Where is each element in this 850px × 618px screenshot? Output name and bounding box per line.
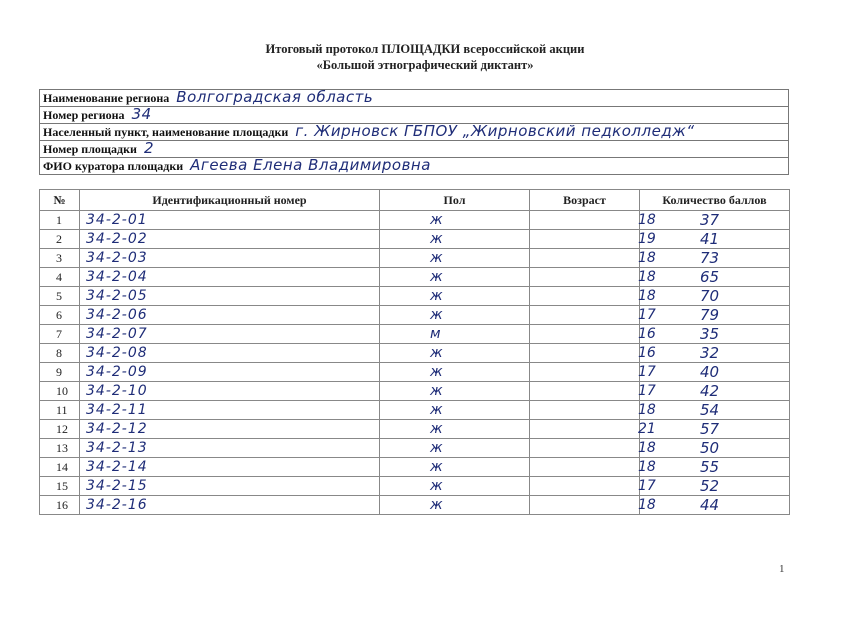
table-row <box>40 420 790 439</box>
participant-sex: ж <box>380 401 530 420</box>
header-id: Идентификационный номер <box>80 190 380 211</box>
participant-score: 50 <box>640 439 790 458</box>
participant-age: 19 <box>530 230 640 249</box>
participant-age: 17 <box>530 363 640 382</box>
table-row <box>40 382 790 401</box>
participant-age: 17 <box>530 382 640 401</box>
participant-sex: ж <box>380 496 530 515</box>
participant-age: 21 <box>530 420 640 439</box>
curator-value: Агеева Елена Владимировна <box>190 156 431 174</box>
site-number-label: Номер площадки <box>43 142 137 156</box>
curator-row <box>40 158 789 175</box>
participant-score: 79 <box>640 306 790 325</box>
region-number-label: Номер региона <box>43 108 125 122</box>
table-row <box>40 344 790 363</box>
table-row <box>40 363 790 382</box>
table-row <box>40 458 790 477</box>
row-number: 7 <box>40 325 80 344</box>
participant-age: 18 <box>530 458 640 477</box>
participant-sex: ж <box>380 344 530 363</box>
participant-score: 65 <box>640 268 790 287</box>
participant-sex: м <box>380 325 530 344</box>
region-value: Волгоградская область <box>176 88 374 106</box>
row-number: 1 <box>40 211 80 230</box>
site-number-value: 2 <box>143 139 155 157</box>
curator-label: ФИО куратора площадки <box>43 159 184 173</box>
table-row <box>40 230 790 249</box>
row-number: 11 <box>40 401 80 420</box>
row-number: 12 <box>40 420 80 439</box>
participant-sex: ж <box>380 287 530 306</box>
row-number: 14 <box>40 458 80 477</box>
participant-sex: ж <box>380 211 530 230</box>
participant-id: 34-2-02 <box>80 230 380 249</box>
participant-id: 34-2-12 <box>80 420 380 439</box>
row-number: 16 <box>40 496 80 515</box>
region-number-value: 34 <box>131 105 152 123</box>
participant-age: 18 <box>530 287 640 306</box>
page-number: 1 <box>779 563 785 575</box>
row-number: 3 <box>40 249 80 268</box>
locality-label: Населенный пункт, наименование площадки <box>43 125 289 139</box>
participant-score: 37 <box>640 211 790 230</box>
header-age: Возраст <box>530 190 640 211</box>
table-row <box>40 306 790 325</box>
participant-id: 34-2-09 <box>80 363 380 382</box>
participant-score: 32 <box>640 344 790 363</box>
participant-sex: ж <box>380 306 530 325</box>
table-row <box>40 249 790 268</box>
row-number: 6 <box>40 306 80 325</box>
participant-age: 18 <box>530 268 640 287</box>
participant-score: 35 <box>640 325 790 344</box>
region-number-row <box>40 107 789 124</box>
participant-score: 70 <box>640 287 790 306</box>
participant-age: 18 <box>530 439 640 458</box>
participant-score: 41 <box>640 230 790 249</box>
participant-id: 34-2-01 <box>80 211 380 230</box>
results-table <box>39 189 790 515</box>
row-number: 4 <box>40 268 80 287</box>
participant-sex: ж <box>380 249 530 268</box>
table-row <box>40 325 790 344</box>
participant-sex: ж <box>380 230 530 249</box>
header-number: № <box>40 190 80 211</box>
participant-sex: ж <box>380 363 530 382</box>
table-row <box>40 401 790 420</box>
participant-sex: ж <box>380 268 530 287</box>
participant-id: 34-2-14 <box>80 458 380 477</box>
participant-age: 18 <box>530 496 640 515</box>
table-row <box>40 287 790 306</box>
table-row <box>40 211 790 230</box>
site-info-table <box>39 89 789 175</box>
participant-age: 16 <box>530 344 640 363</box>
participant-sex: ж <box>380 420 530 439</box>
participant-age: 18 <box>530 211 640 230</box>
participant-sex: ж <box>380 382 530 401</box>
participant-score: 40 <box>640 363 790 382</box>
participant-score: 54 <box>640 401 790 420</box>
table-row <box>40 268 790 287</box>
locality-value: г. Жирновск ГБПОУ „Жирновский педколледж“ <box>295 122 695 140</box>
participant-age: 17 <box>530 477 640 496</box>
participant-id: 34-2-06 <box>80 306 380 325</box>
participant-id: 34-2-05 <box>80 287 380 306</box>
participant-score: 52 <box>640 477 790 496</box>
row-number: 2 <box>40 230 80 249</box>
participant-id: 34-2-11 <box>80 401 380 420</box>
row-number: 13 <box>40 439 80 458</box>
participant-id: 34-2-03 <box>80 249 380 268</box>
table-row <box>40 496 790 515</box>
row-number: 15 <box>40 477 80 496</box>
participant-score: 44 <box>640 496 790 515</box>
row-number: 5 <box>40 287 80 306</box>
participant-id: 34-2-16 <box>80 496 380 515</box>
site-number-row <box>40 141 789 158</box>
row-number: 10 <box>40 382 80 401</box>
locality-row <box>40 124 789 141</box>
participant-id: 34-2-08 <box>80 344 380 363</box>
participant-score: 55 <box>640 458 790 477</box>
protocol-title: Итоговый протокол ПЛОЩАДКИ всероссийской акции <box>265 42 585 56</box>
results-header-row <box>40 190 790 211</box>
participant-score: 57 <box>640 420 790 439</box>
table-row <box>40 439 790 458</box>
participant-score: 73 <box>640 249 790 268</box>
region-label: Наименование региона <box>43 91 170 105</box>
participant-score: 42 <box>640 382 790 401</box>
participant-id: 34-2-13 <box>80 439 380 458</box>
header-sex: Пол <box>380 190 530 211</box>
participant-age: 16 <box>530 325 640 344</box>
participant-age: 18 <box>530 401 640 420</box>
table-row <box>40 477 790 496</box>
participant-id: 34-2-04 <box>80 268 380 287</box>
region-row <box>40 90 789 107</box>
participant-id: 34-2-15 <box>80 477 380 496</box>
participant-id: 34-2-07 <box>80 325 380 344</box>
row-number: 9 <box>40 363 80 382</box>
participant-age: 18 <box>530 249 640 268</box>
participant-sex: ж <box>380 477 530 496</box>
header-score: Количество баллов <box>640 190 790 211</box>
action-title: «Большой этнографический диктант» <box>316 58 534 72</box>
row-number: 8 <box>40 344 80 363</box>
participant-age: 17 <box>530 306 640 325</box>
participant-sex: ж <box>380 458 530 477</box>
participant-sex: ж <box>380 439 530 458</box>
participant-id: 34-2-10 <box>80 382 380 401</box>
